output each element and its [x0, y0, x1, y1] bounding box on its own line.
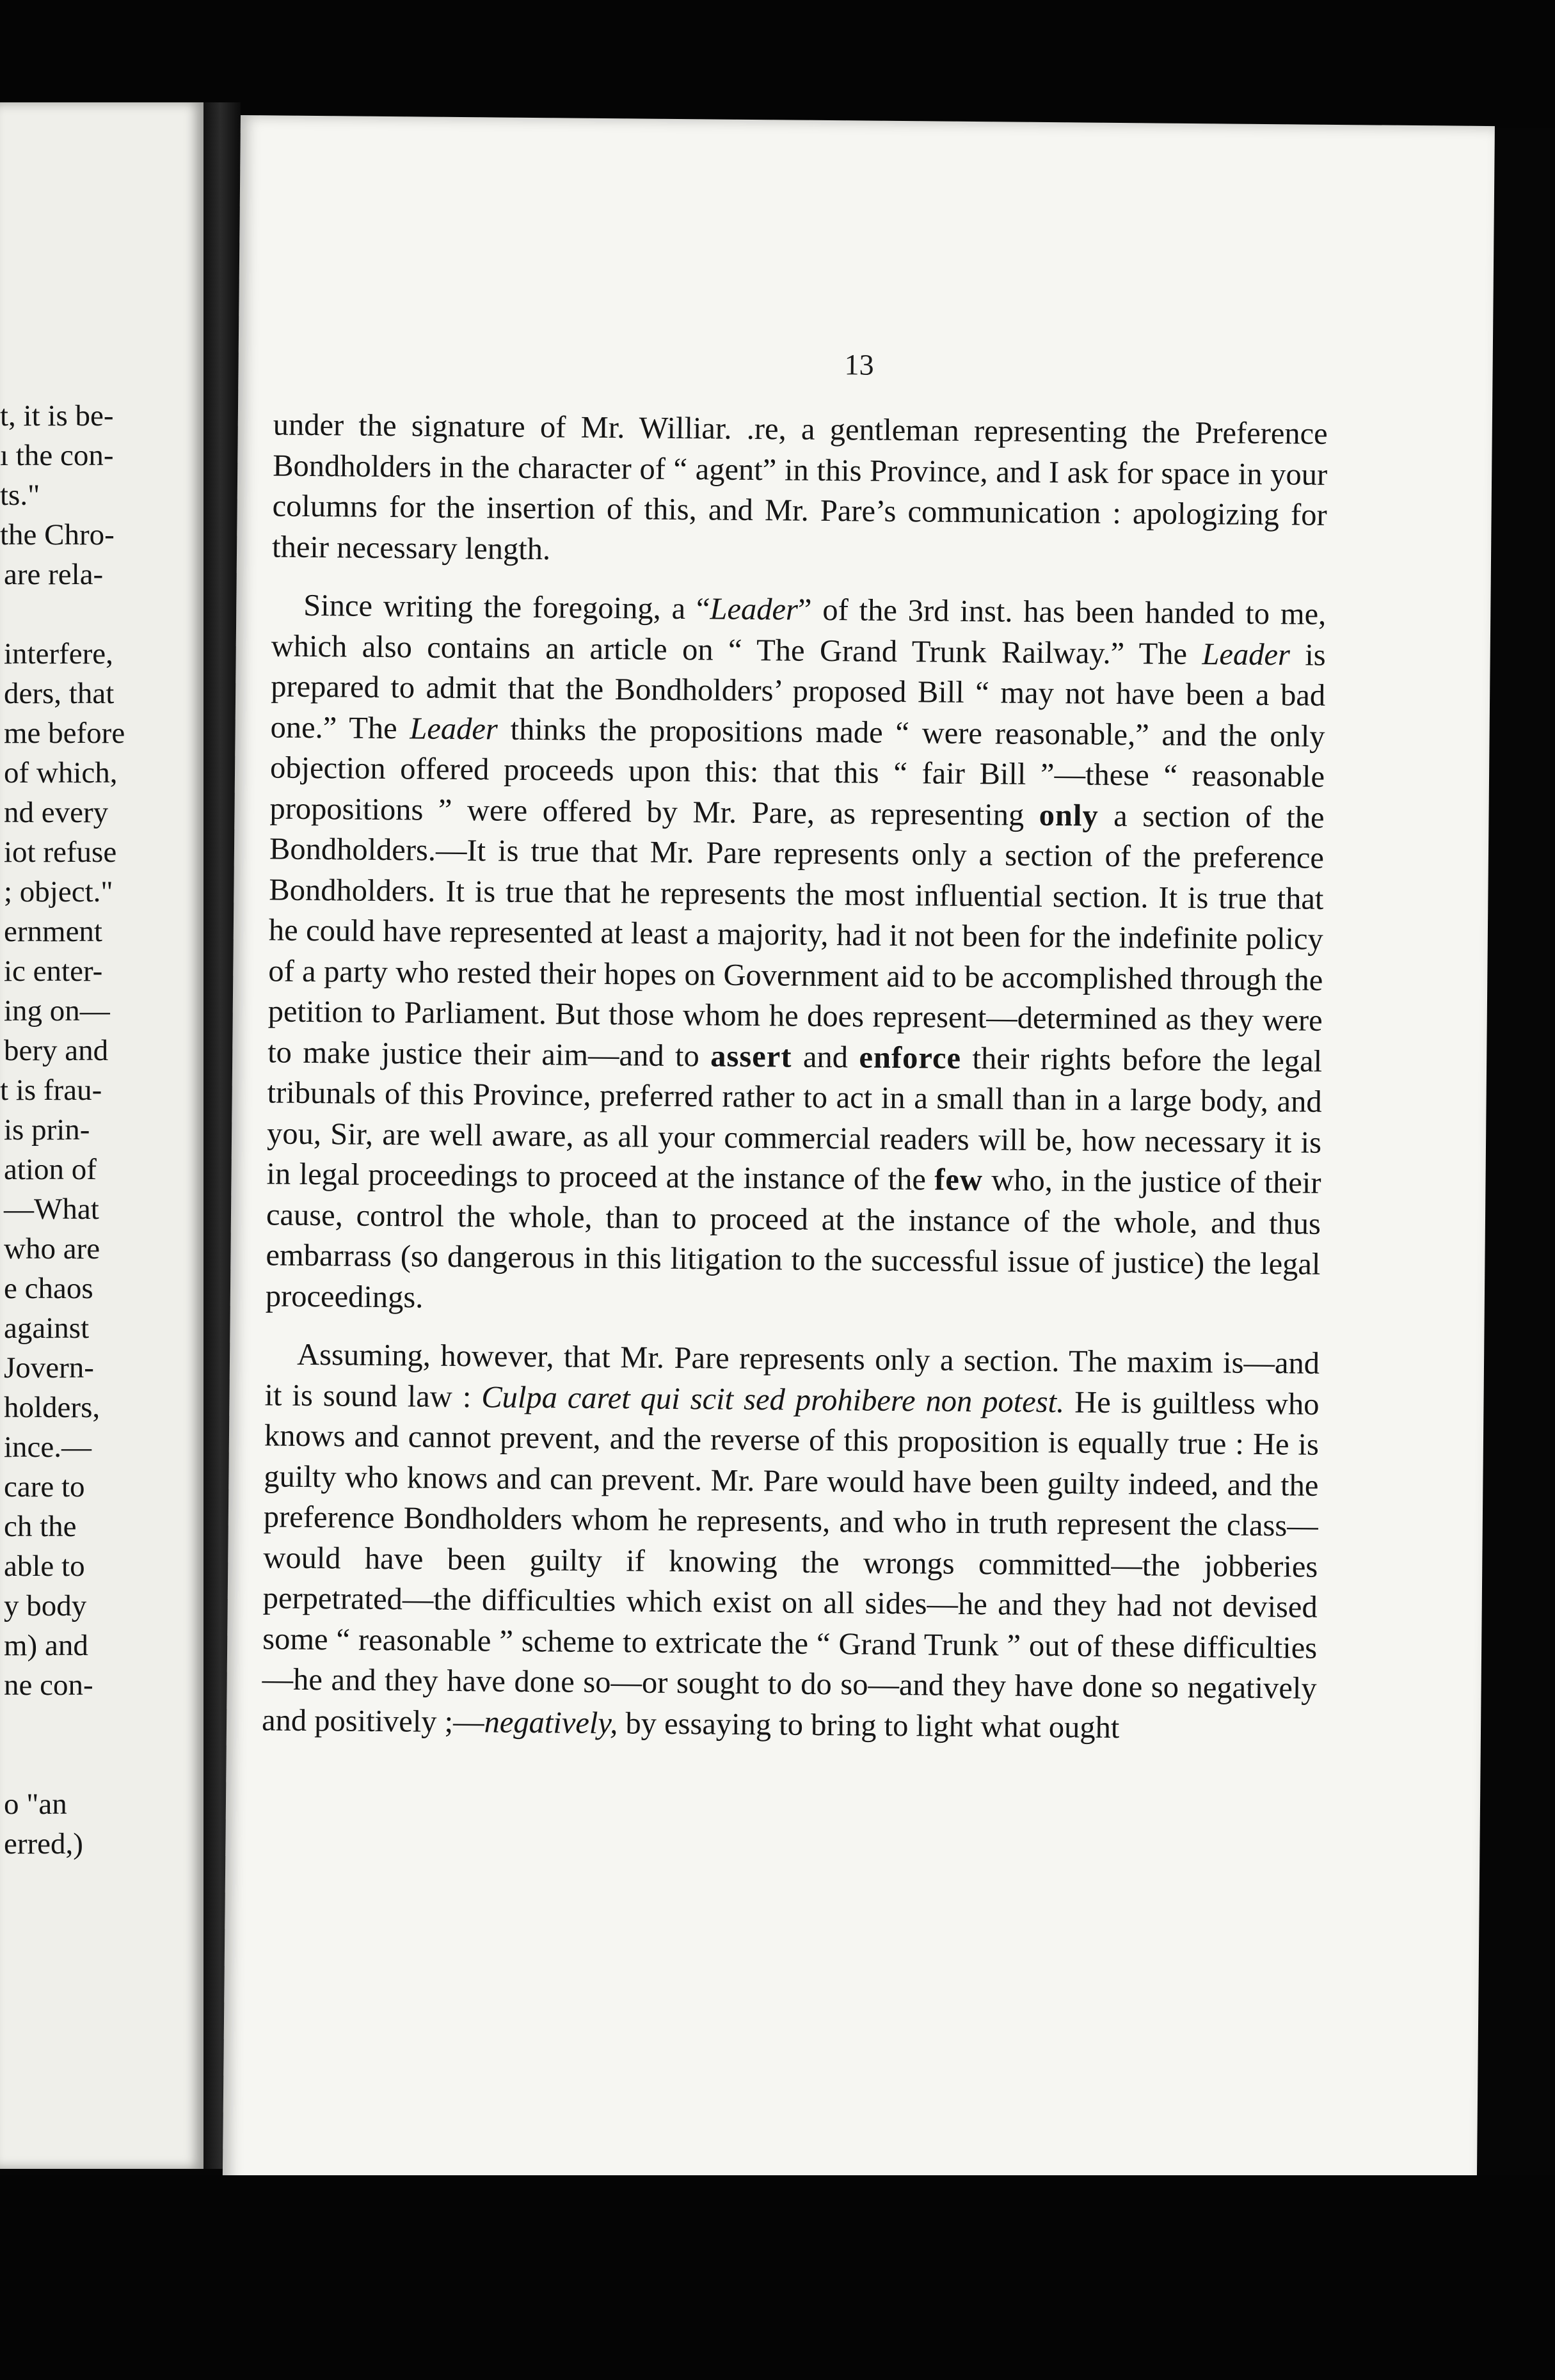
- facing-page-line: interfere,: [4, 637, 113, 670]
- emphasis-word: assert: [710, 1038, 792, 1074]
- facing-page-line: against: [4, 1312, 90, 1345]
- facing-page-line: care to: [4, 1470, 85, 1503]
- page-number: 13: [844, 348, 874, 381]
- body-text: [262, 404, 1328, 1749]
- facing-page-line: m) and: [4, 1629, 88, 1662]
- facing-page-line: e chaos: [4, 1272, 93, 1305]
- facing-page-line: able to: [4, 1550, 85, 1583]
- paragraph-maxim: Assuming, however, that Mr. Pare represents only a section. The maxim is—and it is sound law : Culpa caret qui scit sed prohibere non potest. He is guiltless who knows and cannot prevent, and the reverse of this proposition is equally true : He is guilty who knows and can prevent. Mr. Pare would have been guilty indeed, and the preference Bondholders whom he represents, and who in truth represent the class—would have been guilty if knowing the wrongs committed—the jobberies perpetrated—the difficulties which exist on all sides—he and they had not devised some “ reasonable ” scheme to extricate the “ Grand Trunk ” out of these difficulties—he and they have done so—or sought to do so—and they have done so negatively and positively ;—negatively, by essaying to bring to light what ought: [261, 1337, 1320, 1745]
- newspaper-title: Leader: [710, 592, 799, 627]
- facing-page-line: ts.": [0, 479, 40, 512]
- facing-page-line: ; object.": [4, 875, 113, 908]
- facing-page-line: nd every: [4, 796, 109, 829]
- emphasis-word: enforce: [859, 1040, 962, 1075]
- emphasis-word: few: [934, 1162, 984, 1198]
- facing-page-line: —What: [4, 1193, 99, 1226]
- facing-page-line: bery and: [4, 1034, 109, 1067]
- emphasis-italic: negatively,: [484, 1704, 618, 1740]
- facing-page-line: ation of: [4, 1153, 97, 1186]
- newspaper-title: Leader: [1202, 637, 1291, 672]
- facing-page-line: the Chro-: [0, 518, 115, 551]
- facing-page-line: o "an: [4, 1788, 67, 1821]
- emphasis-word: only: [1039, 798, 1099, 833]
- facing-page-line: Jovern-: [4, 1351, 94, 1384]
- scan-border-bottom: [0, 2175, 1555, 2380]
- facing-page-line: ernment: [4, 915, 102, 948]
- latin-maxim: Culpa caret qui scit sed prohibere non potest.: [481, 1379, 1065, 1419]
- facing-page-line: iot refuse: [4, 836, 117, 869]
- paragraph-continuation: under the signature of Mr. Williar. ⁠.re, a gentleman representing the Preference Bondholders in the character of “ agent” in this Province, and I ask for space in your columns for the insertion of this, and Mr. Pare’s communication : apologizing for their necessary length.: [271, 408, 1328, 566]
- facing-page-line: me before: [4, 717, 125, 750]
- facing-page-line: ic enter-: [4, 955, 103, 988]
- facing-page-line: ı the con-: [0, 439, 114, 472]
- facing-page-line: ince.—: [4, 1431, 92, 1464]
- facing-page-line: t is frau-: [0, 1074, 102, 1107]
- facing-page-line: ch the: [4, 1510, 77, 1543]
- facing-page-line: y body: [4, 1589, 87, 1622]
- facing-page-line: holders,: [4, 1391, 100, 1424]
- facing-page-left: [0, 102, 203, 2169]
- facing-page-line: of which,: [4, 756, 118, 789]
- paragraph-leader: Since writing the foregoing, a “Leader” of the 3rd inst. has been handed to me, which also contains an article on “ The Grand Trunk Railway.” The Leader is prepared to admit that the Bondholders’ proposed Bill “ may not have been a bad one.” The Leader thinks the propositions made “ were reasonable,” and the only objection offered proceeds upon this: that this “ fair Bill ”—these “ reasonable propositions ” were offered by Mr. Pare, as representing only a section of the Bondholders.—It is true that Mr. Pare represents only a section of the preference Bondholders. It is true that he represents the most influential section. It is true that he could have represented at least a majority, had it not been for the indefinite policy of a party who rested their hopes on Government aid to be accomplished through the petition to Parliament. But those whom he does represent—determined as they were to make justice their aim—and to assert and enforce their rights before the legal tribunals of this Province, preferred rather to act in a small than in a large body, and you, Sir, are well aware, as all your commercial readers will be, how necessary it is in legal proceedings to proceed at the instance of the few who, in the justice of their cause, control the whole, than to proceed at the instance of the whole, and thus embarrass (so dangerous in this litigation to the successful issue of justice) the legal proceedings.: [265, 588, 1327, 1315]
- facing-page-line: who are: [4, 1232, 100, 1265]
- newspaper-title: Leader: [410, 711, 498, 747]
- document-page: [223, 115, 1495, 2199]
- facing-page-line: ders, that: [4, 677, 115, 710]
- facing-page-line: erred,): [4, 1827, 83, 1860]
- facing-page-line: is prin-: [4, 1113, 90, 1146]
- facing-page-line: t, it is be-: [0, 399, 114, 432]
- facing-page-line: are rela-: [4, 558, 104, 591]
- facing-page-line: ing on—: [4, 994, 110, 1027]
- facing-page-line: ne con-: [4, 1669, 93, 1702]
